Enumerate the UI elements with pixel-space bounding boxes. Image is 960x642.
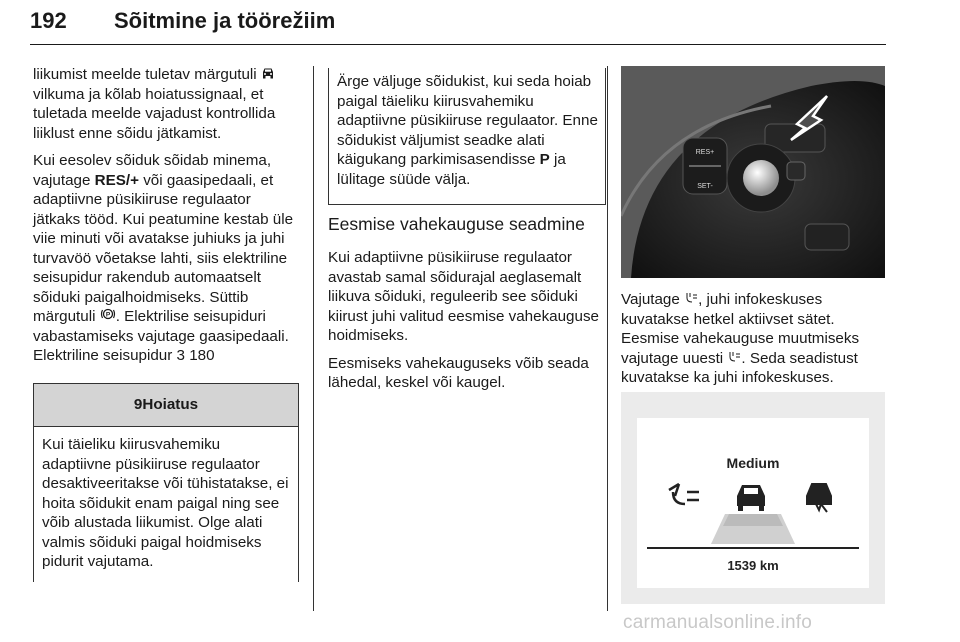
page-ref-arrow-icon: 3 xyxy=(176,347,185,364)
column-1 xyxy=(33,65,301,374)
parking-brake-icon xyxy=(100,307,116,327)
warning-title: Hoiatus xyxy=(142,396,199,413)
column-3-text: Vajutage , juhi infokeskuses kuvatakse hetkel aktiivset sätet. Eesmise vahekauguse muutmiseks vajutage uuesti . Seda seadistust kuvatakse ka juhi infokeskuses. xyxy=(621,291,860,386)
paragraph-3: Kui adaptiivne püsikiiruse regulaator avastab samal sõidurajal aeglasemalt liikuva sõiduki, reguleerib see sõiduki kiirust juhi valitud eesmise vahekauguse hoidmiseks. xyxy=(328,249,599,344)
set-label: SET- xyxy=(697,183,713,190)
warning-header xyxy=(34,384,298,427)
page-header xyxy=(30,6,886,45)
column-divider-1 xyxy=(313,66,314,611)
section-heading: Eesmise vahekauguse seadmine xyxy=(328,214,585,234)
page-title: Sõitmine ja töörežiim xyxy=(114,8,336,33)
column-divider-2 xyxy=(607,66,608,611)
warning-triangle-icon: 9 xyxy=(133,396,143,413)
paragraph-1: liikumist meelde tuletav märgutuli vilkuma ja kõlab hoiatussignaal, et tuletada meelde vajadust kontrollida liiklust enne sõidu jätkamist. xyxy=(33,66,276,142)
svg-text:P: P xyxy=(105,311,110,319)
watermark: carmanualsonline.info xyxy=(623,612,813,633)
warning-text: Kui täieliku kiirusvahemiku adaptiivne püsikiiruse regulaator desaktiveeritakse või tühistatakse, ei hoita sõidukit enam paigal ning see võib alustada liikumist. Olge alati valmis sõiduki paigal hoidmiseks pidurit vajutama. xyxy=(42,436,289,570)
column-2-text xyxy=(328,248,600,401)
page-ref-link[interactable]: 180 xyxy=(184,347,215,364)
setting-label: Medium xyxy=(726,455,780,471)
note-box: Ärge väljuge sõidukist, kui seda hoiab paigal täieliku kiirusvahemiku adaptiivne püsikiiruse regulaator. Enne sõidukist väljumist seadke alati käigukang parkimisasendisse P ja lülitage süüde välja. xyxy=(328,68,606,205)
steering-wheel-image xyxy=(621,66,885,278)
warning-box xyxy=(33,383,299,582)
distance-readout: 1539 km xyxy=(727,558,779,573)
info-display-image xyxy=(621,392,885,604)
page-number: 192 xyxy=(30,8,67,33)
paragraph-4: Eesmiseks vahekauguseks võib seada lähedal, keskel või kaugel. xyxy=(328,354,589,391)
res-label: RES+ xyxy=(695,149,715,156)
following-distance-icon-2 xyxy=(727,349,741,369)
paragraph-2: Kui eesolev sõiduk sõidab minema, vajutage RES/+ või gaasipedaali, et adaptiivne püsikiiruse regulaator jätkaks tööd. Kui peatumine kestab üle viie minuti või avatakse juhiuks ja juhi turvavöö võetakse lahti, siis elektriline seisupidur rakendub automaatselt sõiduki paigalhoidmiseks. Süttib märgutuli P . Elektrilise seisupiduri vabastamiseks vajutage gaasipedaali. Elektriline seisupidur 3 180 xyxy=(33,152,294,364)
following-distance-icon xyxy=(684,290,698,310)
vehicle-ahead-icon xyxy=(261,65,275,85)
